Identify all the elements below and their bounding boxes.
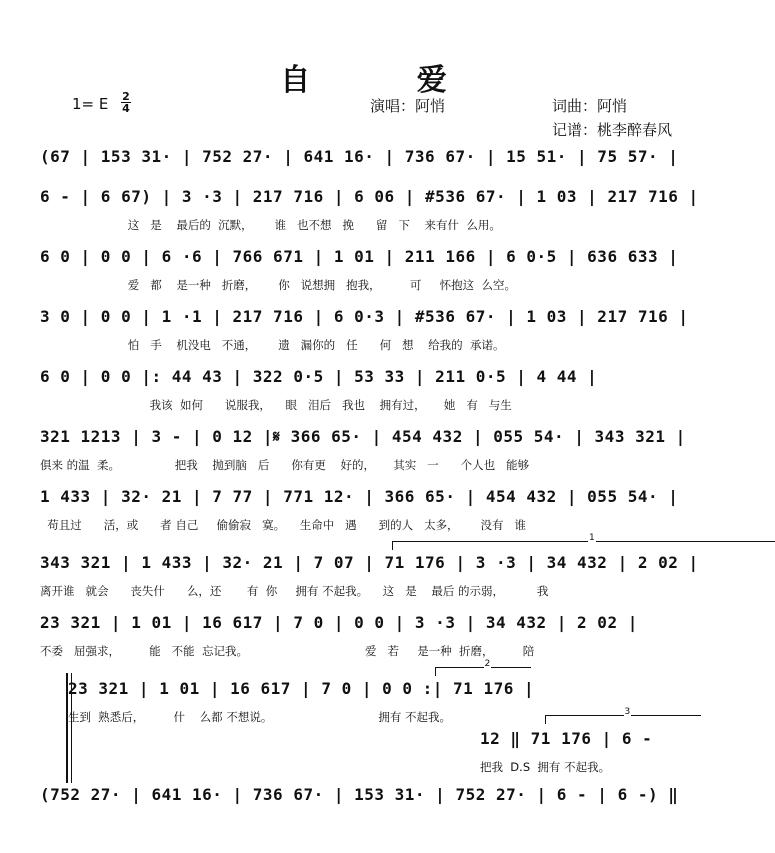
notation-line: 321 1213 | 3 - | 0 12 |𝄋 366 65· | 454 432 | 055 54· | 343 321 | <box>40 427 686 446</box>
key-signature: 1= E <box>72 95 109 113</box>
time-signature-top: 2 <box>122 90 130 103</box>
transcriber-credit: 记谱：桃李醉春风 <box>552 121 673 139</box>
notation-line: (752 27· | 641 16· | 736 67· | 153 31· | 752 27· | 6 - | 6 -) ‖ <box>40 785 679 804</box>
score-sheet <box>40 35 735 820</box>
notation-line: 12 ‖ 71 176 | 6 - <box>480 729 653 748</box>
notation-line: 343 321 | 1 433 | 32· 21 | 7 07 | 71 176 | 3 ·3 | 34 432 | 2 02 | <box>40 553 699 572</box>
time-signature-bottom: 4 <box>122 102 130 115</box>
notation-line: 23 321 | 1 01 | 16 617 | 7 0 | 0 0 :| 71 176 | <box>68 679 535 698</box>
volta-bracket-1 <box>392 533 775 550</box>
notation-line: 6 0 | 0 0 | 6 ·6 | 766 671 | 1 01 | 211 166 | 6 0·5 | 636 633 | <box>40 247 679 266</box>
composer-credit: 词曲：阿悄 <box>552 97 628 115</box>
volta-label-2: 2 <box>484 659 491 669</box>
lyrics-line: 苟且过 活，或 者 自己 偷偷寂 寞。 生命中 遇 到的人 太多， 没有 谁 <box>40 518 526 532</box>
singer-credit: 演唱：阿悄 <box>370 97 446 115</box>
lyrics-line: 把我 D.S 拥有 不起我。 <box>480 760 611 774</box>
song-title: 自 爱 <box>280 63 495 98</box>
notation-line: 1 433 | 32· 21 | 7 77 | 771 12· | 366 65· | 454 432 | 055 54· | <box>40 487 679 506</box>
lyrics-line: 俱来 的温 柔。 把我 抛到脑 后 你有更 好的， 其实 一 个人也 能够 <box>40 458 530 472</box>
notation-line: 3 0 | 0 0 | 1 ·1 | 217 716 | 6 0·3 | #536 67· | 1 03 | 217 716 | <box>40 307 689 326</box>
notation-line: 6 - | 6 67) | 3 ·3 | 217 716 | 6 06 | #536 67· | 1 03 | 217 716 | <box>40 187 699 206</box>
volta-bracket-2 <box>435 659 531 676</box>
volta-label-3: 3 <box>624 707 631 717</box>
lyrics-line: 离开谁 就会 丧失什 么，还 有 你 拥有 不起我。 这 是 最后 的示弱， 我 <box>40 584 549 598</box>
lyrics-line: 我该 如何 说服我， 眼 泪后 我也 拥有过， 她 有 与生 <box>40 398 512 412</box>
notation-line: (67 | 153 31· | 752 27· | 641 16· | 736 67· | 15 51· | 75 57· | <box>40 147 679 166</box>
notation-line: 6 0 | 0 0 |: 44 43 | 322 0·5 | 53 33 | 211 0·5 | 4 44 | <box>40 367 598 386</box>
lyrics-line: 这 是 最后的 沉默， 谁 也不想 挽 留 下 来有什 么用。 <box>40 218 501 232</box>
lyrics-line: 怕 手 机没电 不通， 遗 漏你的 任 何 想 给我的 承诺。 <box>40 338 505 352</box>
volta-bracket-3 <box>545 707 701 724</box>
notation-line: 23 321 | 1 01 | 16 617 | 7 0 | 0 0 | 3 ·3 | 34 432 | 2 02 | <box>40 613 638 632</box>
lyrics-line: 不委 屈强求， 能 不能 忘记我。 爱 若 是一种 折磨， 陪 <box>40 644 535 658</box>
lyrics-line: 生到 熟悉后， 什 么都 不想说。 拥有 不起我。 <box>68 710 451 724</box>
time-signature <box>120 91 132 114</box>
volta-label-1: 1 <box>589 533 595 543</box>
lyrics-line: 爱 都 是一种 折磨， 你 说想拥 抱我， 可 怀抱这 么空。 <box>40 278 516 292</box>
